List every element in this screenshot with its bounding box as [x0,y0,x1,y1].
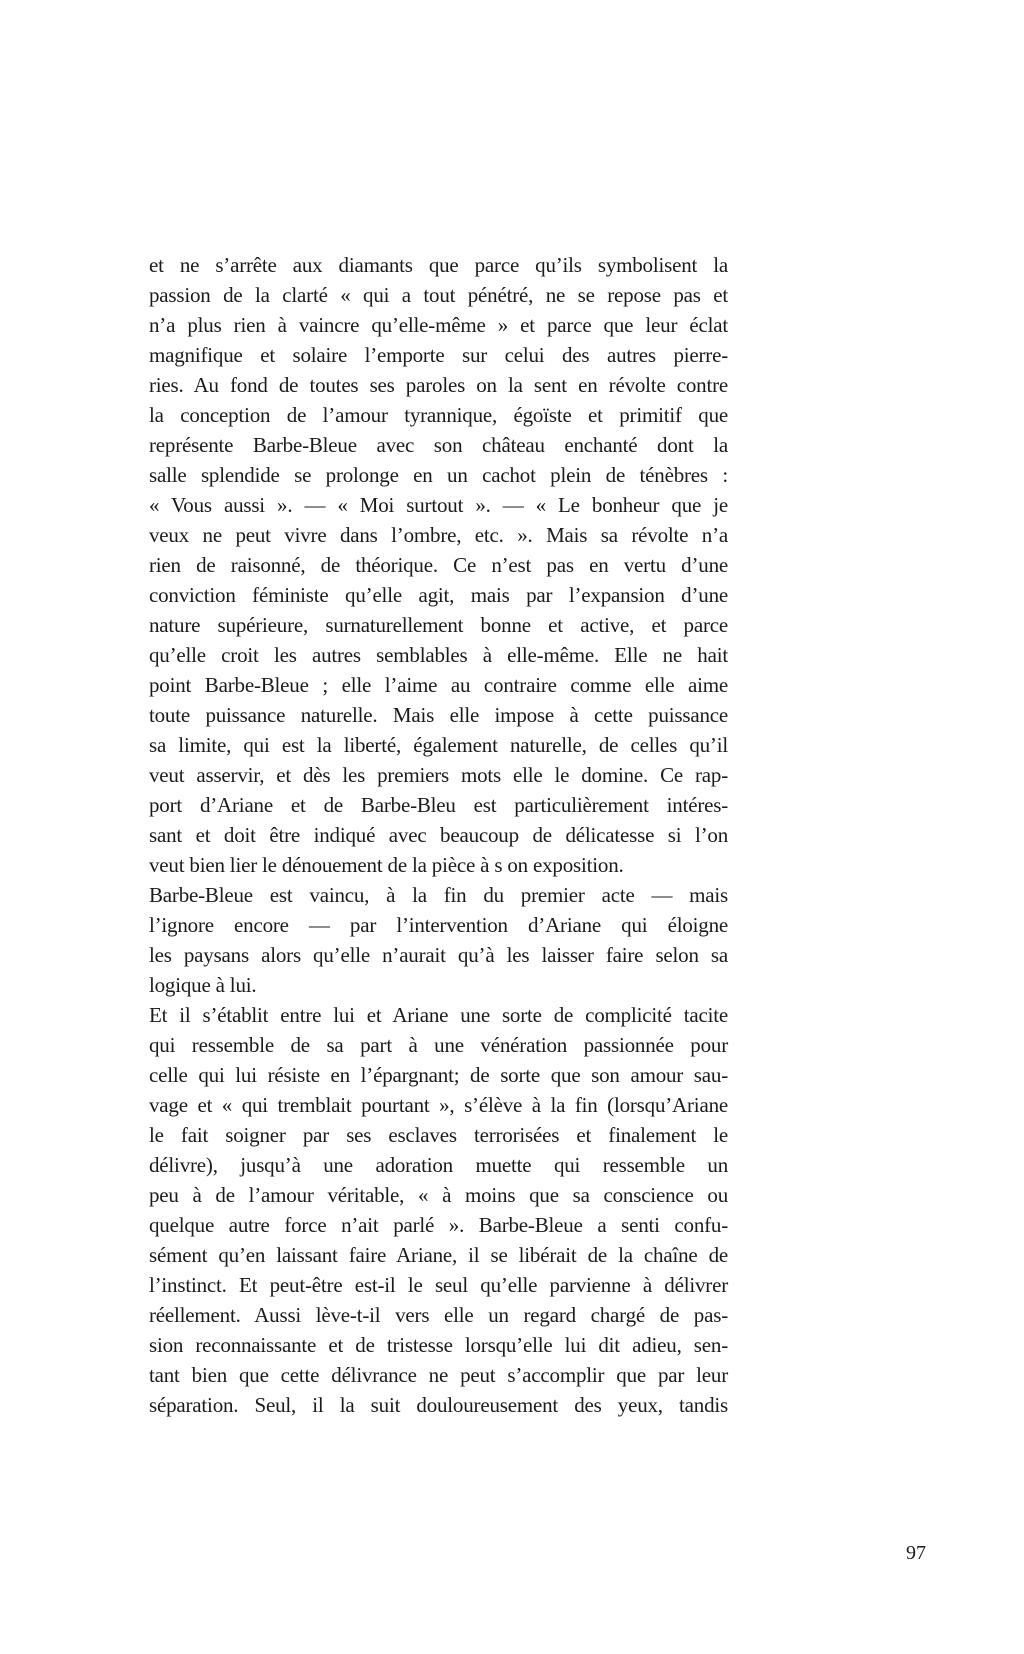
text-block [149,250,728,1420]
text-line: délivre), jusqu’à une adoration muette qui ressemble un [149,1153,728,1177]
text-line: la conception de l’amour tyrannique, égoïste et primitif que [149,403,728,427]
text-line: vage et « qui tremblait pourtant », s’élève à la fin (lorsqu’Ariane [149,1093,728,1117]
text-line: Et il s’établit entre lui et Ariane une sorte de complicité tacite [149,1003,728,1027]
text-line: l’ignore encore — par l’intervention d’Ariane qui éloigne [149,913,728,937]
text-line: celle qui lui résiste en l’épargnant; de sorte que son amour sau- [149,1063,728,1087]
text-line: magnifique et solaire l’emporte sur celui des autres pierre- [149,343,728,367]
text-line: logique à lui. [149,973,257,997]
text-line: les paysans alors qu’elle n’aurait qu’à les laisser faire selon sa [149,943,728,967]
text-line: « Vous aussi ». — « Moi surtout ». — « Le bonheur que je [149,493,728,517]
text-line: veut bien lier le dénouement de la pièce à s on exposition. [149,853,624,877]
text-line: représente Barbe-Bleue avec son château enchanté dont la [149,433,728,457]
text-line: qui ressemble de sa part à une vénération passionnée pour [149,1033,728,1057]
text-line: passion de la clarté « qui a tout pénétré, ne se repose pas et [149,283,728,307]
text-line: port d’Ariane et de Barbe-Bleu est particulièrement intéres- [149,793,728,817]
text-line: tant bien que cette délivrance ne peut s’accomplir que par leur [149,1363,728,1387]
text-line: rien de raisonné, de théorique. Ce n’est pas en vertu d’une [149,553,728,577]
text-line: séparation. Seul, il la suit douloureusement des yeux, tandis [149,1393,728,1417]
text-line: nature supérieure, surnaturellement bonne et active, et parce [149,613,728,637]
text-line: ries. Au fond de toutes ses paroles on la sent en révolte contre [149,373,728,397]
text-line: point Barbe-Bleue ; elle l’aime au contraire comme elle aime [149,673,728,697]
text-line: peu à de l’amour véritable, « à moins que sa conscience ou [149,1183,728,1207]
text-line: le fait soigner par ses esclaves terrorisées et finalement le [149,1123,728,1147]
text-line: qu’elle croit les autres semblables à elle-même. Elle ne hait [149,643,728,667]
text-line: et ne s’arrête aux diamants que parce qu’ils symbolisent la [149,253,728,277]
text-line: toute puissance naturelle. Mais elle impose à cette puissance [149,703,728,727]
text-line: veut asservir, et dès les premiers mots elle le domine. Ce rap- [149,763,728,787]
text-line: n’a plus rien à vaincre qu’elle-même » et parce que leur éclat [149,313,728,337]
text-line: sément qu’en laissant faire Ariane, il se libérait de la chaîne de [149,1243,728,1267]
text-line: veux ne peut vivre dans l’ombre, etc. ». Mais sa révolte n’a [149,523,728,547]
text-line: sa limite, qui est la liberté, également naturelle, de celles qu’il [149,733,728,757]
page-number: 97 [906,1542,926,1564]
text-line: conviction féministe qu’elle agit, mais par l’expansion d’une [149,583,728,607]
text-line: sant et doit être indiqué avec beaucoup de délicatesse si l’on [149,823,728,847]
text-line: salle splendide se prolonge en un cachot plein de ténèbres : [149,463,728,487]
text-line: quelque autre force n’ait parlé ». Barbe-Bleue a senti confu- [149,1213,728,1237]
text-line: Barbe-Bleue est vaincu, à la fin du premier acte — mais [149,883,728,907]
text-line: l’instinct. Et peut-être est-il le seul qu’elle parvienne à délivrer [149,1273,728,1297]
text-line: réellement. Aussi lève-t-il vers elle un regard chargé de pas- [149,1303,728,1327]
text-line: sion reconnaissante et de tristesse lorsqu’elle lui dit adieu, sen- [149,1333,728,1357]
